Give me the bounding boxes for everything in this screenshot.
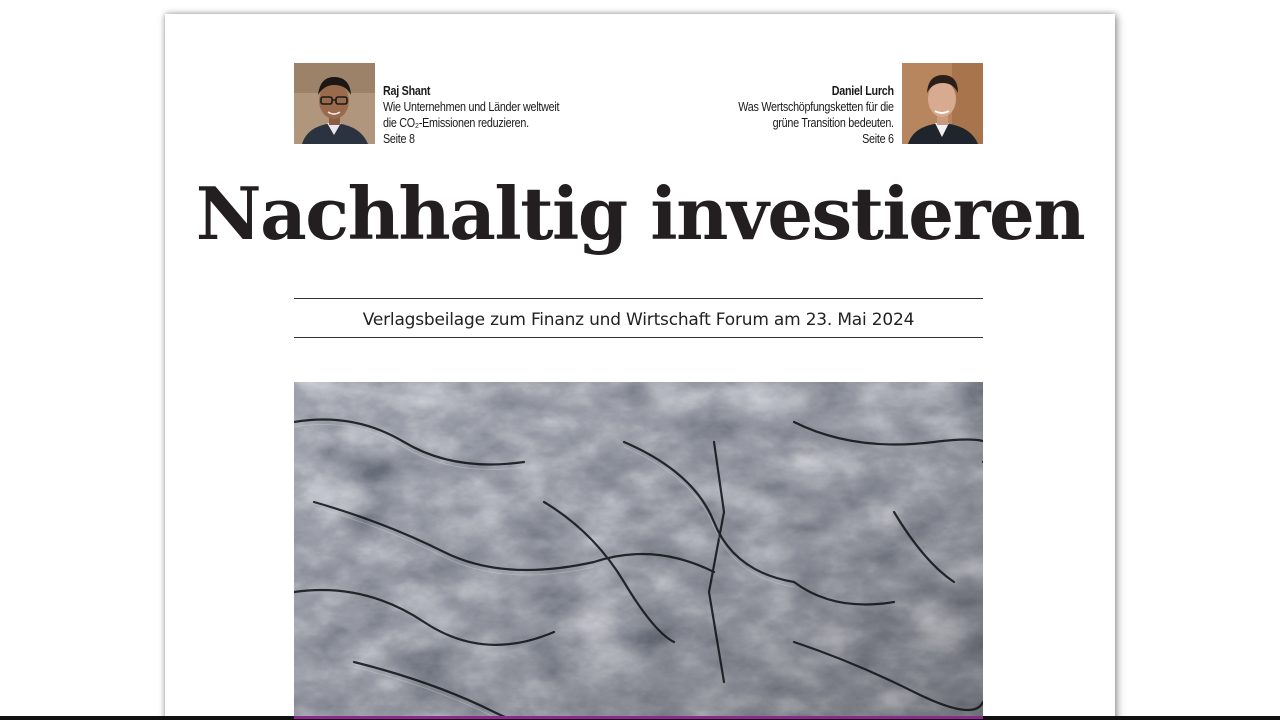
teaser-description-line: Was Wertschöpfungsketten für die [738,100,894,114]
page-subline: Verlagsbeilage zum Finanz und Wirtschaft Forum am 23. Mai 2024 [362,310,915,330]
portrait-daniel-lurch [902,63,983,144]
teaser-page-reference: Seite 8 [383,132,415,146]
teaser-text-right [739,63,894,147]
teaser-raj-shant[interactable] [294,63,588,145]
coal-texture-icon [294,382,983,720]
portrait-raj-shant [294,63,375,144]
portrait-photo-icon [902,63,983,144]
page-headline: Nachhaltig investieren [195,171,1085,256]
teaser-author-name: Raj Shant [383,84,431,98]
teaser-daniel-lurch[interactable] [713,63,983,145]
bottom-accent-bar [294,716,983,719]
teaser-text-left [383,63,559,147]
teaser-author-name: Daniel Lurch [831,84,894,98]
portrait-photo-icon [294,63,375,144]
divider-top [294,298,983,299]
teaser-page-reference: Seite 6 [862,132,894,146]
document-page [165,14,1115,720]
teaser-description-line: Wie Unternehmen und Länder weltweit [383,100,560,114]
teaser-description-line: die CO₂-Emissionen reduzieren. [383,116,529,130]
teaser-description-line: grüne Transition bedeuten. [772,116,894,130]
divider-bottom [294,337,983,338]
cover-image [294,382,983,720]
